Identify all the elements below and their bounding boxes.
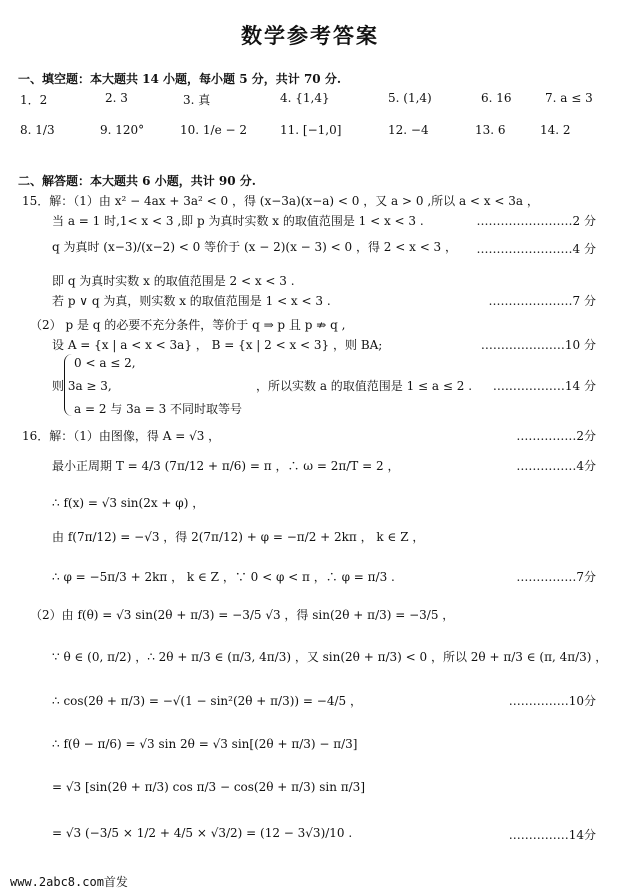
answer-13: 13. 6 xyxy=(475,123,506,137)
p15-line-4: 即 q 为真时实数 x 的取值范围是 2 < x < 3 . xyxy=(52,274,295,288)
system-line-2: 则 3a ≥ 3, xyxy=(52,379,112,393)
answer-8: 8. 1/3 xyxy=(20,123,55,137)
p16-part2-line-3: ∴ cos(2θ + π/3) = −√(1 − sin²(2θ + π/3)) = −4/5 ， xyxy=(52,694,362,708)
p15-score-7: …………………7 分 xyxy=(488,294,596,308)
answer-14: 14. 2 xyxy=(540,123,571,137)
p15-score-4: ……………………4 分 xyxy=(476,242,596,256)
p15-score-2: ……………………2 分 xyxy=(476,214,596,228)
section2-heading: 二、解答题：本大题共 6 小题，共计 90 分. xyxy=(18,174,256,188)
section1-heading: 一、填空题：本大题共 14 小题，每小题 5 分，共计 70 分. xyxy=(18,72,341,86)
answer-7: 7. a ≤ 3 xyxy=(545,91,593,105)
p16-part2-line-6: = √3 (−3/5 × 1/2 + 4/5 × √3/2) = (12 − 3√3)/10 . xyxy=(52,826,353,840)
p16-score-10: ……………10分 xyxy=(508,694,596,708)
p15-line-3: q 为真时 (x−3)/(x−2) < 0 等价于 (x − 2)(x − 3) < 0 ，得 2 < x < 3 ， xyxy=(52,240,458,254)
p16-score-2: ……………2分 xyxy=(516,429,596,443)
system-line-1: 0 < a ≤ 2, xyxy=(74,356,136,370)
answer-6: 6. 16 xyxy=(481,91,512,105)
answer-4: 4. {1,4} xyxy=(280,91,330,105)
answer-2: 2. 3 xyxy=(105,91,128,105)
p15-conclusion: ，所以实数 a 的取值范围是 1 ≤ a ≤ 2 . xyxy=(256,379,473,393)
footer-watermark: www.2abc8.com首发 xyxy=(10,875,128,889)
answer-10: 10. 1/e − 2 xyxy=(180,123,247,137)
p16-part2-line-2: ∵ θ ∈ (0, π/2) ，∴ 2θ + π/3 ∈ (π/3, 4π/3) ，又 sin(2θ + π/3) < 0 ，所以 2θ + π/3 ∈ (π, 4π/3) ， xyxy=(52,650,608,664)
answer-9: 9. 120° xyxy=(100,123,145,137)
p16-line-5: ∴ φ = −5π/3 + 2kπ ， k ∈ Z ，∵ 0 < φ < π ，∴ φ = π/3 . xyxy=(52,570,395,584)
p16-line-4: 由 f(7π/12) = −√3 ，得 2(7π/12) + φ = −π/2 + 2kπ ， k ∈ Z ， xyxy=(52,530,425,544)
p16-part2-line-1: （2）由 f(θ) = √3 sin(2θ + π/3) = −3/5 √3 ，得 sin(2θ + π/3) = −3/5 ， xyxy=(30,608,455,622)
page-title: 数学参考答案 xyxy=(241,23,379,48)
p16-part2-line-4: ∴ f(θ − π/6) = √3 sin 2θ = √3 sin[(2θ + π/3) − π/3] xyxy=(52,737,358,751)
system-line-3: a = 2 与 3a = 3 不同时取等号 xyxy=(74,402,243,416)
p16-score-4: ……………4分 xyxy=(516,459,596,473)
p15-line-2: 当 a = 1 时,1< x < 3 ,即 p 为真时实数 x 的取值范围是 1 < x < 3 . xyxy=(52,214,424,228)
answer-5: 5. (1,4) xyxy=(388,91,432,105)
answer-3: 3. 真 xyxy=(183,93,211,107)
p15-part2-line-2: 设 A = {x | a < x < 3a} ， B = {x | 2 < x < 3} ，则 BA; xyxy=(52,338,383,352)
p15-score-10: …………………10 分 xyxy=(480,338,596,352)
p16-line-2: 最小正周期 T = 4/3 (7π/12 + π/6) = π ，∴ ω = 2π/T = 2 ， xyxy=(52,459,400,473)
p15-part2-line-1: （2） p 是 q 的必要不充分条件，等价于 q ⇒ p 且 p ⇏ q , xyxy=(30,318,346,332)
answer-1: 1．2 xyxy=(20,93,48,107)
p15-score-14: ………………14 分 xyxy=(492,379,596,393)
p15-line-5: 若 p ∨ q 为真，则实数 x 的取值范围是 1 < x < 3 . xyxy=(52,294,331,308)
answer-12: 12. −4 xyxy=(388,123,429,137)
p16-line-3: ∴ f(x) = √3 sin(2x + φ) ， xyxy=(52,496,205,510)
p16-score-7: ……………7分 xyxy=(516,570,596,584)
p16-part2-line-5: = √3 [sin(2θ + π/3) cos π/3 − cos(2θ + π/3) sin π/3] xyxy=(52,780,365,794)
p15-line-1: 15．解：（1）由 x² − 4ax + 3a² < 0 ，得 (x−3a)(x−a) < 0 ，又 a > 0 ,所以 a < x < 3a ， xyxy=(22,194,539,208)
answer-11: 11. [−1,0] xyxy=(280,123,342,137)
p16-line-1: 16．解：（1）由图像，得 A = √3 ， xyxy=(22,429,221,443)
p16-score-14: ……………14分 xyxy=(508,828,596,842)
